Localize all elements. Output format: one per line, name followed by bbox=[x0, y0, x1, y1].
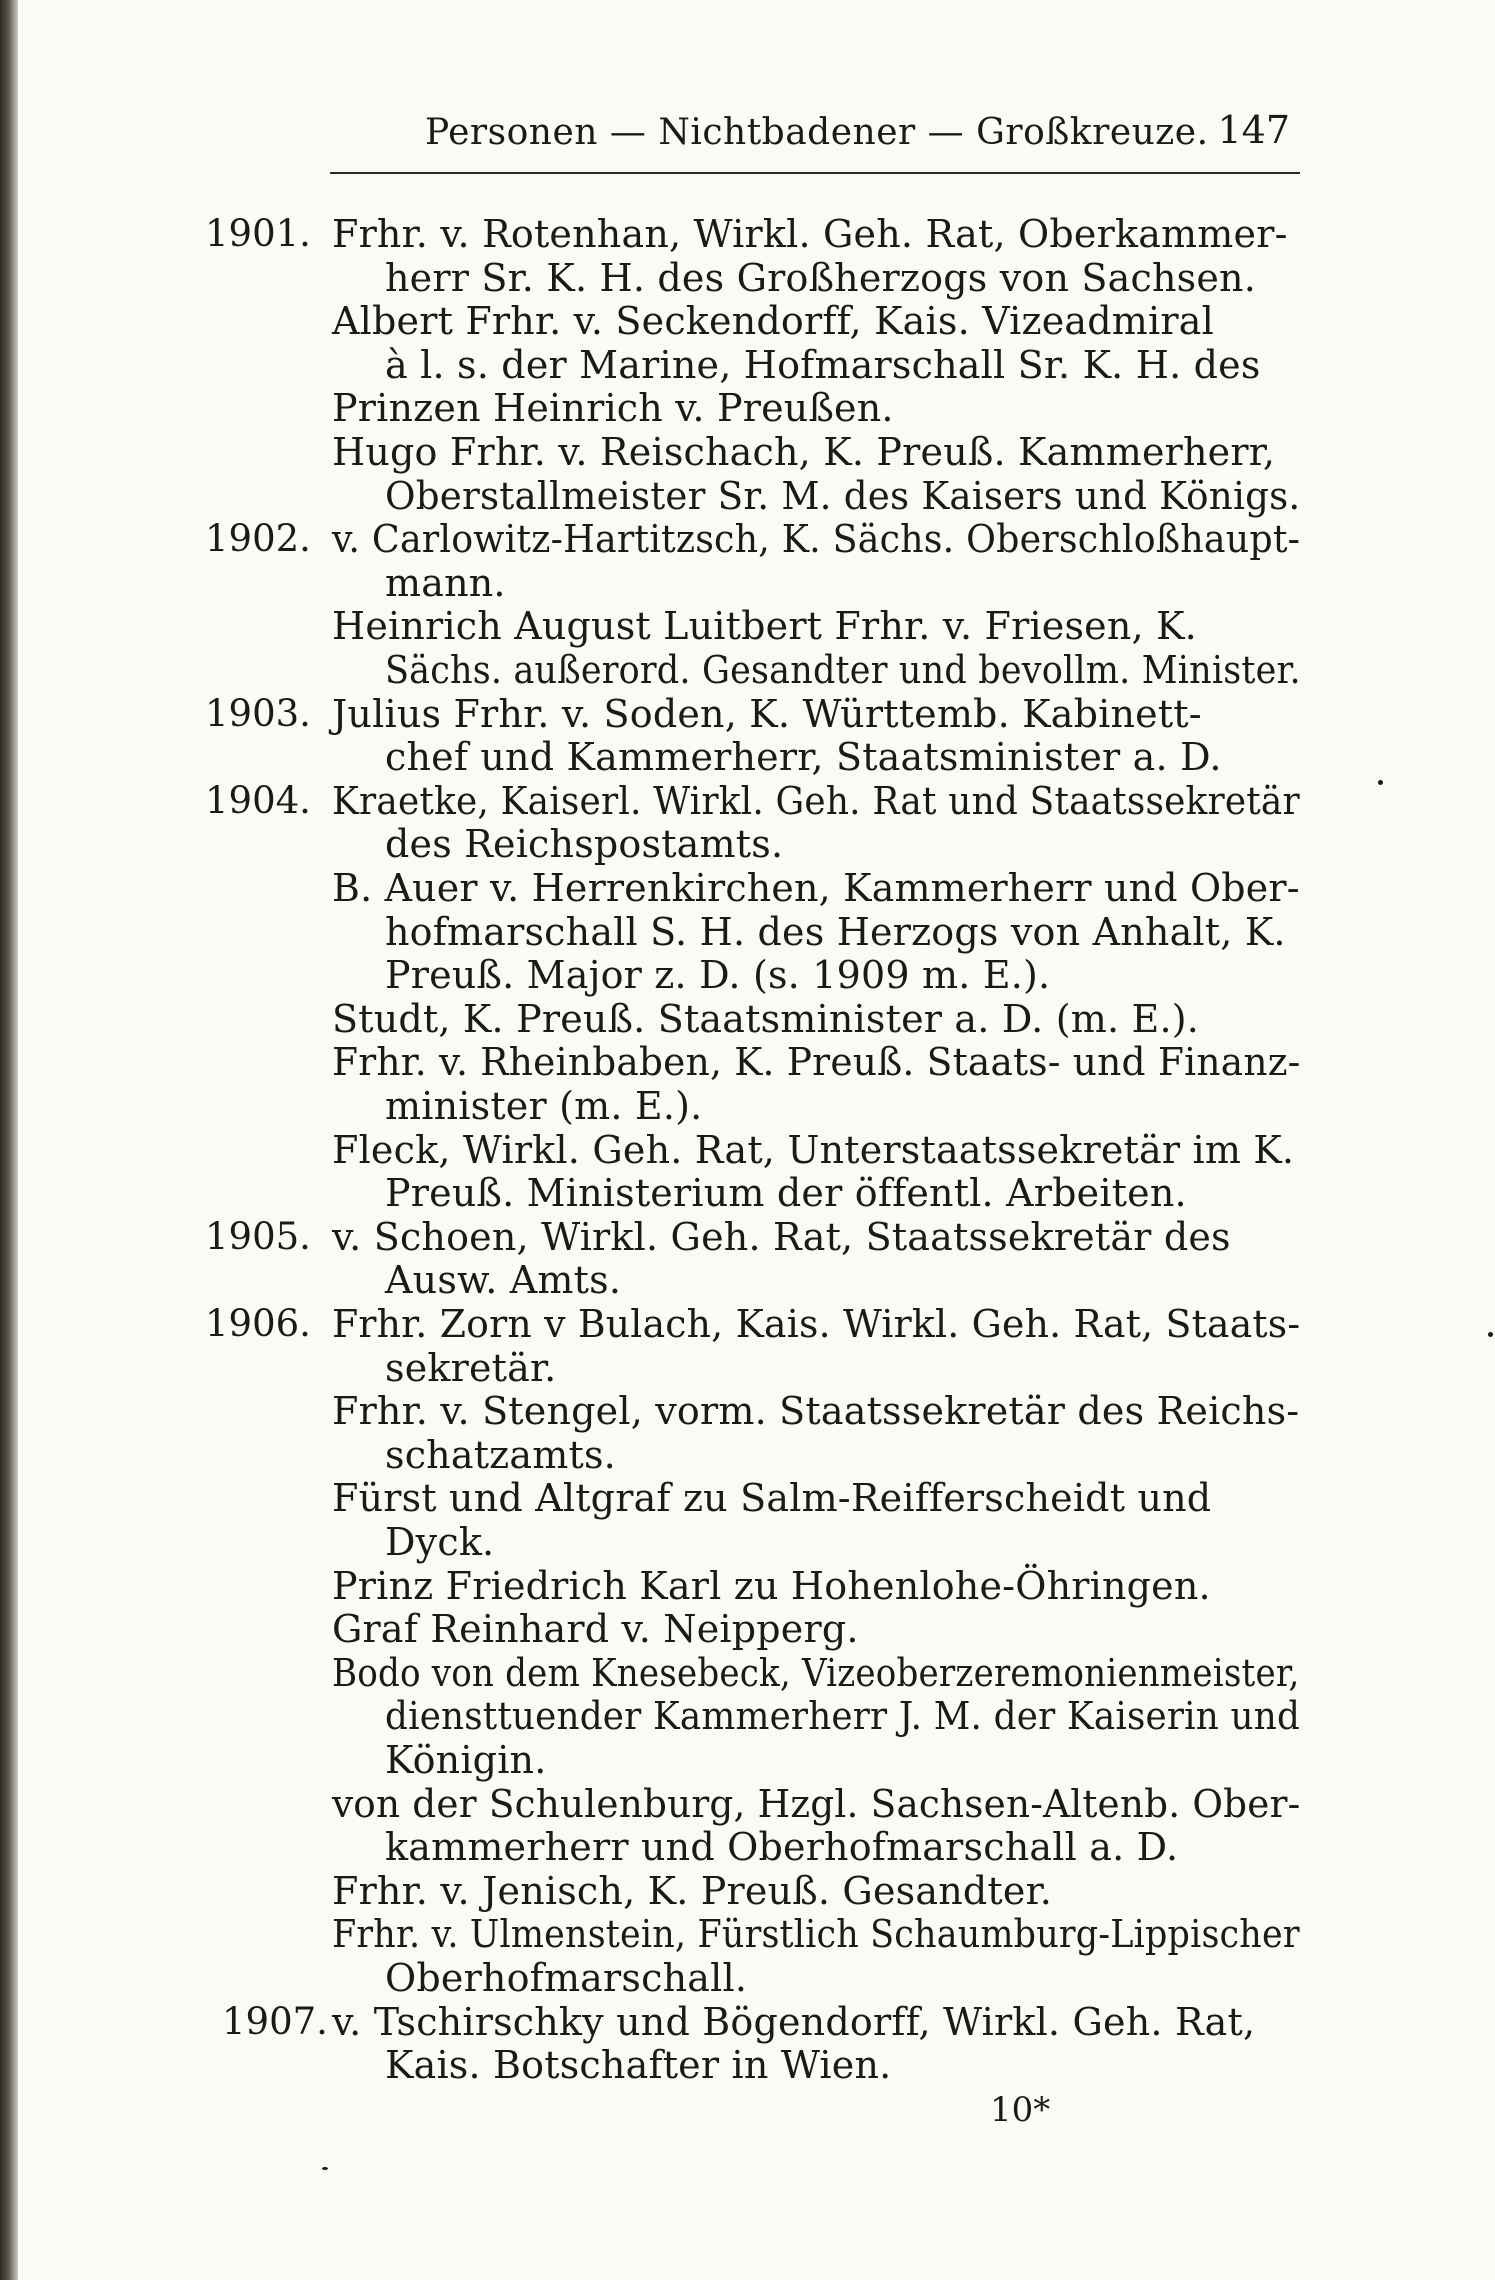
entry-line bbox=[0, 2000, 1495, 2044]
entry-text: Albert Frhr. v. Seckendorff, Kais. Vizeadmiral bbox=[332, 299, 1214, 343]
page-number: 147 bbox=[1217, 108, 1290, 152]
entry-year: 1904. bbox=[205, 779, 311, 822]
entry-line bbox=[0, 779, 1495, 823]
entry-text: à l. s. der Marine, Hofmarschall Sr. K. H. des bbox=[385, 343, 1261, 387]
entry-year: 1903. bbox=[205, 692, 311, 735]
entry-text: Hugo Frhr. v. Reischach, K. Preuß. Kammerherr, bbox=[332, 430, 1276, 474]
entry-line bbox=[0, 1302, 1495, 1346]
entry-line bbox=[0, 997, 1495, 1041]
entry-line bbox=[0, 1651, 1495, 1695]
entry-line bbox=[0, 822, 1495, 866]
entry-line bbox=[0, 692, 1495, 736]
entry-text: minister (m. E.). bbox=[385, 1084, 703, 1128]
speck-mark bbox=[1378, 780, 1383, 785]
entry-line bbox=[0, 299, 1495, 343]
entry-text: Studt, K. Preuß. Staatsminister a. D. (m. E.). bbox=[332, 997, 1200, 1041]
entry-line bbox=[0, 386, 1495, 430]
entry-line bbox=[0, 343, 1495, 387]
entry-text: mann. bbox=[385, 561, 506, 605]
entry-text: herr Sr. K. H. des Großherzogs von Sachsen. bbox=[385, 256, 1256, 300]
entry-year: 1907. bbox=[222, 2000, 328, 2043]
entry-text: Prinz Friedrich Karl zu Hohenlohe-Öhringen. bbox=[332, 1564, 1211, 1608]
entry-year: 1902. bbox=[205, 517, 311, 560]
signature-mark: 10* bbox=[990, 2090, 1051, 2130]
entry-text: hofmarschall S. H. des Herzogs von Anhalt, K. bbox=[385, 910, 1286, 954]
entry-text: chef und Kammerherr, Staatsminister a. D. bbox=[385, 735, 1222, 779]
entry-line bbox=[0, 1738, 1495, 1782]
entry-year: 1901. bbox=[205, 212, 311, 255]
entry-text: Bodo von dem Knesebeck, Vizeoberzeremonienmeister, bbox=[332, 1651, 1300, 1695]
entry-text: von der Schulenburg, Hzgl. Sachsen-Altenb. Ober- bbox=[332, 1782, 1301, 1826]
entry-text: Frhr. v. Rotenhan, Wirkl. Geh. Rat, Oberkammer- bbox=[332, 212, 1288, 256]
entry-line bbox=[0, 1171, 1495, 1215]
entry-line bbox=[0, 866, 1495, 910]
entry-line bbox=[0, 517, 1495, 561]
entry-line bbox=[0, 1258, 1495, 1302]
entry-line bbox=[0, 1215, 1495, 1259]
entry-text: Kais. Botschafter in Wien. bbox=[385, 2043, 892, 2087]
entry-line bbox=[0, 648, 1495, 692]
header-title: Personen — Nichtbadener — Großkreuze. bbox=[425, 112, 1209, 153]
entry-line bbox=[0, 1476, 1495, 1520]
entry-line bbox=[0, 1956, 1495, 2000]
entry-line bbox=[0, 1433, 1495, 1477]
speck-mark bbox=[1488, 1332, 1493, 1337]
entry-line bbox=[0, 1040, 1495, 1084]
entry-line bbox=[0, 604, 1495, 648]
entry-line bbox=[0, 953, 1495, 997]
entry-line bbox=[0, 1084, 1495, 1128]
entry-line bbox=[0, 212, 1495, 256]
entry-text: Sächs. außerord. Gesandter und bevollm. Minister. bbox=[385, 648, 1301, 692]
entry-line bbox=[0, 1825, 1495, 1869]
entry-line bbox=[0, 430, 1495, 474]
entry-text: Königin. bbox=[385, 1738, 547, 1782]
entry-text: v. Schoen, Wirkl. Geh. Rat, Staatssekretär des bbox=[332, 1215, 1231, 1259]
entry-text: Frhr. Zorn v Bulach, Kais. Wirkl. Geh. Rat, Staats- bbox=[332, 1302, 1301, 1346]
entry-line bbox=[0, 474, 1495, 518]
entry-text: diensttuender Kammerherr J. M. der Kaiserin und bbox=[385, 1694, 1301, 1738]
entry-text: schatzamts. bbox=[385, 1433, 616, 1477]
entry-text: Julius Frhr. v. Soden, K. Württemb. Kabinett- bbox=[332, 692, 1202, 736]
entry-line bbox=[0, 1389, 1495, 1433]
entry-text: Frhr. v. Stengel, vorm. Staatssekretär des Reichs- bbox=[332, 1389, 1300, 1433]
entry-text: sekretär. bbox=[385, 1346, 557, 1390]
entry-text: Dyck. bbox=[385, 1520, 495, 1564]
entry-text: Fleck, Wirkl. Geh. Rat, Unterstaatssekretär im K. bbox=[332, 1128, 1295, 1172]
entry-line bbox=[0, 1694, 1495, 1738]
entry-line bbox=[0, 1128, 1495, 1172]
entry-text: v. Tschirschky und Bögendorff, Wirkl. Geh. Rat, bbox=[332, 2000, 1256, 2044]
entry-line bbox=[0, 1346, 1495, 1390]
entry-text: des Reichspostamts. bbox=[385, 822, 784, 866]
entry-text: Frhr. v. Rheinbaben, K. Preuß. Staats- und Finanz- bbox=[332, 1040, 1301, 1084]
entry-text: Kraetke, Kaiserl. Wirkl. Geh. Rat und Staatssekretär bbox=[332, 779, 1300, 823]
entry-line bbox=[0, 910, 1495, 954]
entry-text: Prinzen Heinrich v. Preußen. bbox=[332, 386, 894, 430]
entry-text: Oberstallmeister Sr. M. des Kaisers und Königs. bbox=[385, 474, 1301, 518]
entry-year: 1906. bbox=[205, 1302, 311, 1345]
entry-line bbox=[0, 735, 1495, 779]
speck-mark bbox=[322, 2167, 328, 2170]
entry-text: Oberhofmarschall. bbox=[385, 1956, 748, 2000]
entry-text: Heinrich August Luitbert Frhr. v. Friesen, K. bbox=[332, 604, 1197, 648]
entry-text: Frhr. v. Ulmenstein, Fürstlich Schaumburg-Lippischer bbox=[332, 1912, 1300, 1956]
entry-line bbox=[0, 1520, 1495, 1564]
entry-line bbox=[0, 1607, 1495, 1651]
entry-text: Graf Reinhard v. Neipperg. bbox=[332, 1607, 859, 1651]
entry-line bbox=[0, 1564, 1495, 1608]
entry-text: Preuß. Major z. D. (s. 1909 m. E.). bbox=[385, 953, 1051, 997]
entry-text: Preuß. Ministerium der öffentl. Arbeiten. bbox=[385, 1171, 1187, 1215]
entry-text: Ausw. Amts. bbox=[385, 1258, 622, 1302]
entry-text: kammerherr und Oberhofmarschall a. D. bbox=[385, 1825, 1179, 1869]
entry-line bbox=[0, 561, 1495, 605]
entry-line bbox=[0, 256, 1495, 300]
entry-line bbox=[0, 1869, 1495, 1913]
entry-text: Fürst und Altgraf zu Salm-Reifferscheidt und bbox=[332, 1476, 1212, 1520]
entry-text: v. Carlowitz-Hartitzsch, K. Sächs. Oberschloßhaupt- bbox=[332, 517, 1301, 561]
entry-line bbox=[0, 1782, 1495, 1826]
entry-text: B. Auer v. Herrenkirchen, Kammerherr und Ober- bbox=[332, 866, 1300, 910]
entry-text: Frhr. v. Jenisch, K. Preuß. Gesandter. bbox=[332, 1869, 1053, 1913]
entry-line bbox=[0, 1912, 1495, 1956]
entry-year: 1905. bbox=[205, 1215, 311, 1258]
entry-line bbox=[0, 2043, 1495, 2087]
